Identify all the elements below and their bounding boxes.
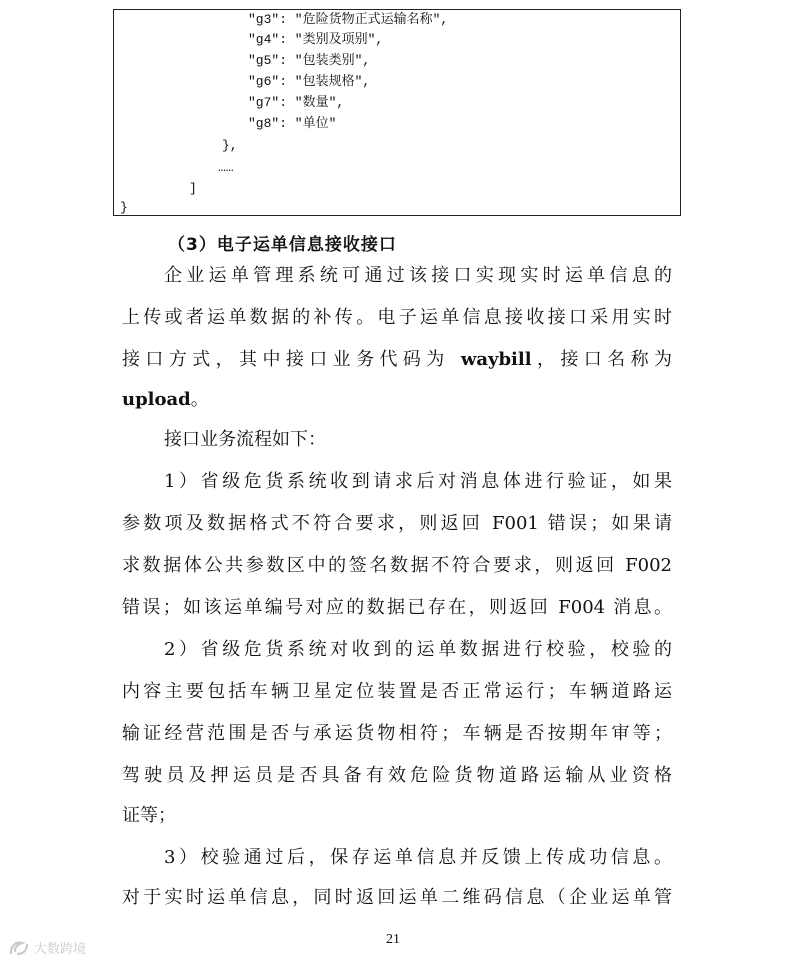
code-line: "g7": "数量",: [248, 95, 345, 110]
step2-line: 输证经营范围是否与承运货物相符；车辆是否按期年审等；: [122, 723, 672, 744]
code-line: ……: [218, 160, 234, 175]
paragraph-line: [122, 341, 672, 379]
watermark-logo-icon: [8, 939, 30, 957]
paragraph-line: 企业运单管理系统可通过该接口实现实时运单信息的: [164, 265, 672, 286]
step1-line: 错误；如该运单编号对应的数据已存在，则返回 F004 消息。: [122, 597, 672, 618]
section-heading: （3）电子运单信息接收接口: [168, 235, 397, 255]
watermark-text: 大数跨境: [34, 942, 87, 957]
interface-name: upload: [122, 389, 191, 410]
code-line: "g3": "危险货物正式运输名称",: [248, 12, 449, 27]
code-line: "g6": "包装规格",: [248, 74, 371, 89]
code-line: ]: [189, 181, 197, 196]
step1-line: 求数据体公共参数区中的签名数据不符合要求，则返回 F002: [122, 555, 672, 576]
step1-line: 参数项及数据格式不符合要求，则返回 F001 错误；如果请: [122, 513, 672, 534]
page-number: 21: [386, 932, 400, 947]
paragraph-text: ，接口名称为: [531, 349, 672, 370]
step2-line: 证等；: [122, 805, 176, 826]
code-line: }: [120, 200, 128, 215]
interface-code: waybill: [460, 349, 532, 370]
flow-intro: 接口业务流程如下：: [164, 429, 326, 450]
code-line: "g5": "包装类别",: [248, 53, 371, 68]
code-line: },: [222, 138, 238, 153]
step3-line: 3）校验通过后，保存运单信息并反馈上传成功信息。: [164, 847, 672, 868]
code-line: "g8": "单位": [248, 116, 337, 131]
paragraph-line: 上传或者运单数据的补传。电子运单信息接收接口采用实时: [122, 307, 672, 328]
step2-line: 2）省级危货系统对收到的运单数据进行校验，校验的: [164, 639, 672, 660]
step2-line: 内容主要包括车辆卫星定位装置是否正常运行；车辆道路运: [122, 681, 672, 702]
paragraph-text: 。: [190, 389, 209, 410]
code-line: "g4": "类别及项别",: [248, 32, 384, 47]
step3-line: 对于实时运单信息，同时返回运单二维码信息（企业运单管: [122, 887, 672, 908]
step1-line: 1）省级危货系统收到请求后对消息体进行验证，如果: [164, 471, 672, 492]
watermark: [8, 938, 86, 957]
json-code-block: [113, 9, 681, 216]
step2-line: 驾驶员及押运员是否具备有效危险货物道路运输从业资格: [122, 765, 672, 786]
paragraph-text: 接口方式，其中接口业务代码为: [122, 349, 461, 370]
paragraph-line: [122, 381, 209, 419]
